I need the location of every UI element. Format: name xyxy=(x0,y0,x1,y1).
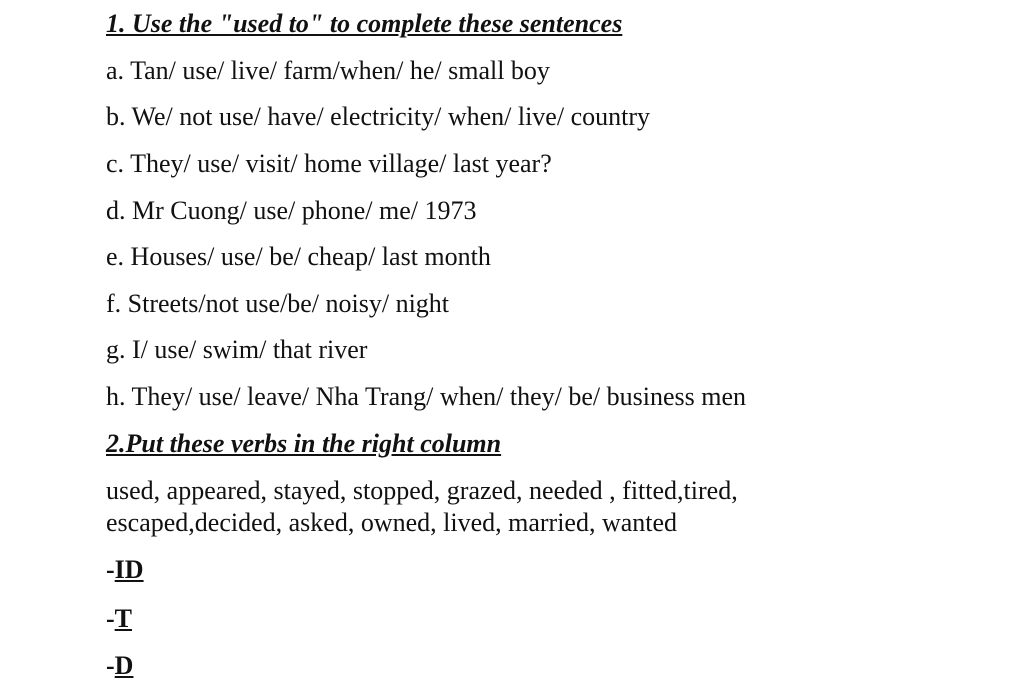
sentence-h: h. They/ use/ leave/ Nha Trang/ when/ they/ be/ business men xyxy=(106,382,747,411)
verb-list-line-1: used, appeared, stayed, stopped, grazed, needed , fitted,tired, xyxy=(106,476,738,505)
sentence-f: f. Streets/not use/be/ noisy/ night xyxy=(106,289,450,318)
category-d xyxy=(106,651,133,681)
sentence-b: b. We/ not use/ have/ electricity/ when/ live/ country xyxy=(106,102,650,131)
section1-heading: 1. Use the "used to" to complete these sentences xyxy=(106,9,623,38)
category-dash: - xyxy=(106,604,115,633)
verb-list xyxy=(106,475,866,539)
category-label: ID xyxy=(114,555,144,584)
verb-list-line-2: escaped,decided, asked, owned, lived, married, wanted xyxy=(106,508,678,537)
category-dash: - xyxy=(106,651,115,680)
sentence-a: a. Tan/ use/ live/ farm/when/ he/ small boy xyxy=(106,56,550,85)
category-id xyxy=(106,555,144,585)
category-t xyxy=(106,604,132,634)
sentence-g: g. I/ use/ swim/ that river xyxy=(106,335,368,364)
category-label: T xyxy=(114,604,133,633)
category-dash: - xyxy=(106,555,115,584)
sentence-e: e. Houses/ use/ be/ cheap/ last month xyxy=(106,242,491,271)
category-label: D xyxy=(114,651,134,680)
section2-heading: 2.Put these verbs in the right column xyxy=(106,429,502,458)
sentence-c: c. They/ use/ visit/ home village/ last year? xyxy=(106,149,552,178)
sentence-d: d. Mr Cuong/ use/ phone/ me/ 1973 xyxy=(106,196,477,225)
